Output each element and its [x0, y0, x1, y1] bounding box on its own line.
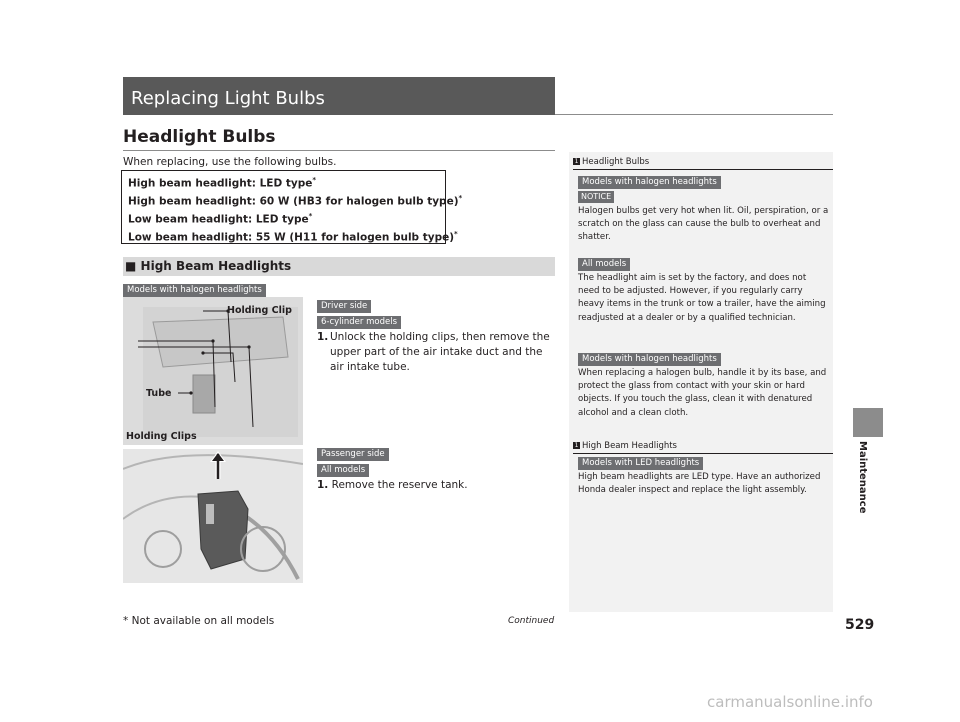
callout-holding-clip: Holding Clip — [227, 305, 292, 316]
bulb-spec-line: High beam headlight: 60 W (HB3 for halogen bulb type)* — [128, 194, 463, 208]
bulb-spec-box — [121, 170, 463, 244]
footnote: * Not available on all models — [123, 615, 275, 627]
watermark[interactable]: carmanualsonline.info — [707, 693, 873, 711]
models-tag: Models with halogen headlights — [578, 176, 721, 189]
bulb-spec-line: High beam headlight: LED type* — [128, 176, 317, 190]
holding-clips-figure — [123, 297, 303, 445]
bulb-spec-line: Low beam headlight: 55 W (H11 for halogen bulb type)* — [128, 230, 458, 244]
divider — [123, 150, 555, 151]
callout-tube: Tube — [146, 388, 172, 399]
page-number: 529 — [845, 617, 875, 633]
callout-holding-clips: Holding Clips — [126, 431, 197, 442]
step-passenger: 1. Remove the reserve tank. — [317, 479, 468, 491]
step-driver: 1. Unlock the holding clips, then remove the upper part of the air intake duct and the air intake tube. — [317, 331, 550, 373]
reference-marker-icon: 1 — [574, 158, 579, 165]
holding-clips-diagram — [123, 297, 303, 445]
passenger-side-tag: Passenger side — [317, 448, 389, 461]
note-text: High beam headlights are LED type. Have an authorized Honda dealer inspect and replace the light assembly. — [578, 472, 821, 496]
reference-marker-icon: 1 — [574, 442, 579, 449]
note-text: When replacing a halogen bulb, handle it by its base, and protect the glass from contact with your skin or hard objects. If you touch the glass, clean it with denatured alcohol and a clean cloth. — [578, 368, 827, 418]
divider — [573, 453, 833, 454]
continued-label: Continued — [508, 616, 555, 626]
note-text: The headlight aim is set by the factory, and does not need to be adjusted. However, if you regularly carry heavy items in the trunk or tow a trailer, have the aiming readjusted at a dealer or by a qualified technician. — [578, 273, 826, 323]
subsection-title: ■ High Beam Headlights — [125, 259, 292, 273]
chapter-label: Maintenance — [857, 441, 868, 514]
models-tag: Models with halogen headlights — [123, 284, 266, 297]
driver-side-tag: Driver side — [317, 300, 371, 313]
bulb-spec-line: Low beam headlight: LED type* — [128, 212, 313, 226]
reserve-tank-illustration — [123, 449, 303, 583]
divider — [555, 114, 833, 115]
notice-badge: NOTICE — [578, 191, 614, 203]
page-heading: Headlight Bulbs — [123, 127, 276, 147]
model-tag: All models — [317, 464, 369, 477]
section-title: Replacing Light Bulbs — [131, 88, 325, 109]
note-text: Halogen bulbs get very hot when lit. Oil, perspiration, or a scratch on the glass can cause the bulb to overheat and shatter. — [578, 206, 829, 243]
models-tag: Models with halogen headlights — [578, 353, 721, 366]
intro-text: When replacing, use the following bulbs. — [123, 156, 337, 168]
models-tag: All models — [578, 258, 630, 271]
model-tag: 6-cylinder models — [317, 316, 401, 329]
divider — [573, 169, 833, 170]
reserve-tank-figure — [123, 449, 303, 583]
models-tag: Models with LED headlights — [578, 457, 703, 470]
note-title-high-beam: 1 High Beam Headlights — [574, 441, 677, 451]
note-title-headlight-bulbs: 1 Headlight Bulbs — [574, 157, 650, 167]
chapter-tab[interactable] — [853, 408, 883, 437]
